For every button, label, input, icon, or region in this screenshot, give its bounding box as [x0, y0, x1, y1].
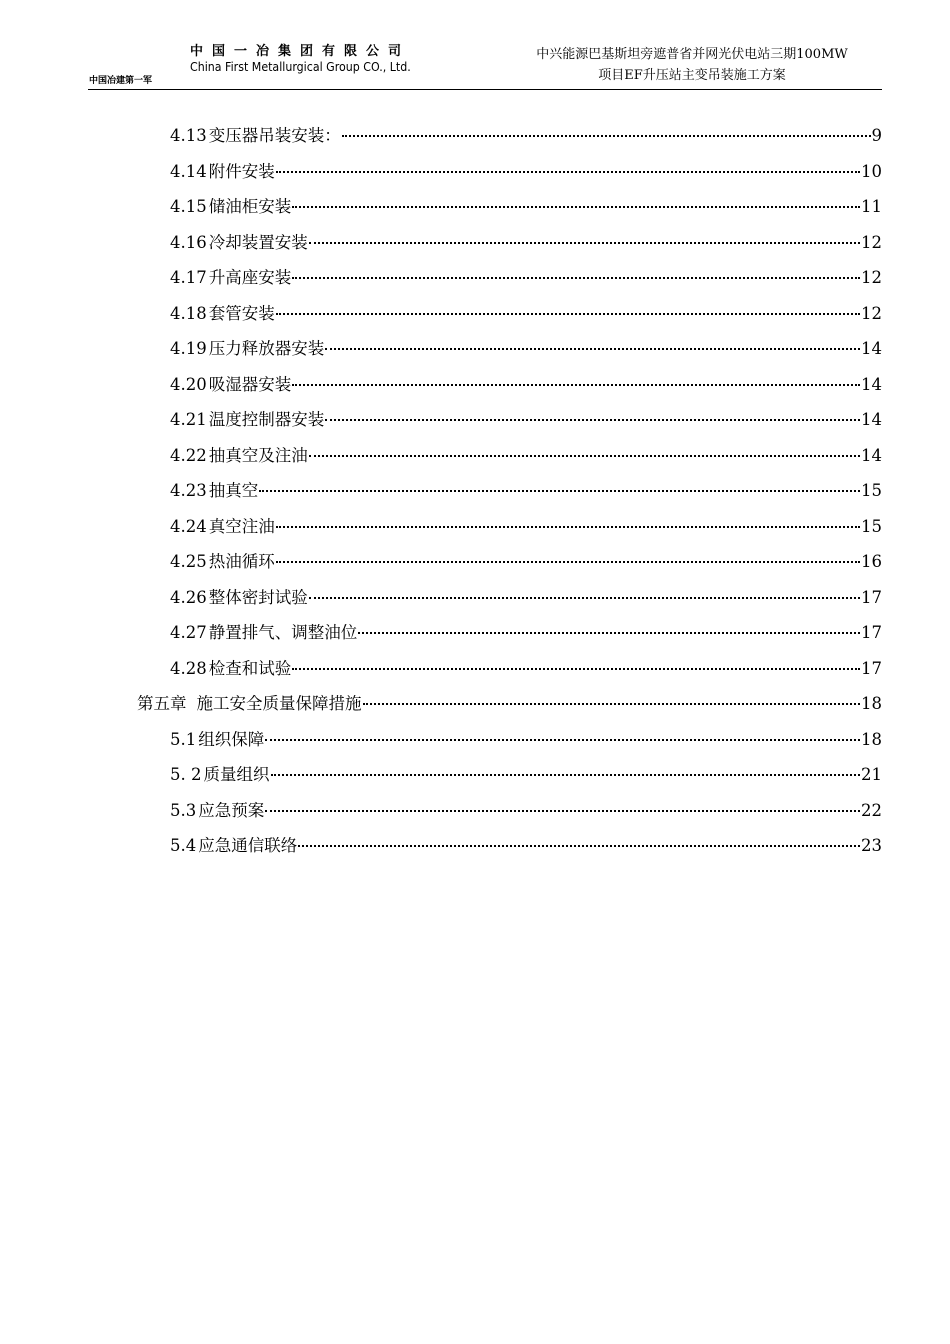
toc-section-entry[interactable] — [170, 333, 882, 365]
toc-entry-number: 4.15 — [170, 197, 207, 216]
toc-dot-leader — [265, 810, 860, 812]
toc-page-number: 17 — [861, 658, 882, 678]
toc-entry-label — [170, 511, 275, 543]
toc-entry-number: 4.17 — [170, 268, 207, 287]
toc-section-entry[interactable] — [170, 191, 882, 223]
toc-entry-label — [170, 759, 270, 791]
toc-entry-number: 4.22 — [170, 445, 207, 465]
toc-entry-title: 应急预案 — [198, 800, 265, 820]
toc-entry-label — [170, 582, 308, 614]
toc-entry-title: 附件安装 — [208, 161, 275, 181]
toc-entry-number: 5.3 — [170, 800, 197, 820]
toc-section-entry[interactable] — [170, 404, 882, 436]
toc-entry-title: 静置排气、调整油位 — [208, 623, 358, 642]
toc-section-entry[interactable] — [170, 653, 882, 685]
toc-entry-label — [170, 617, 357, 649]
toc-entry-number: 4.13 — [170, 126, 207, 145]
toc-entry-label — [170, 156, 275, 188]
toc-entry-label — [170, 369, 291, 401]
toc-entry-label — [170, 440, 308, 472]
toc-entry-label — [170, 475, 258, 507]
toc-entry-title: 升高座安装 — [208, 268, 292, 287]
toc-entry-number: 4.14 — [170, 161, 207, 181]
toc-entry-number: 4.20 — [170, 374, 207, 394]
toc-entry-title: 应急通信联络 — [198, 836, 298, 855]
toc-section-entry[interactable] — [170, 369, 882, 401]
toc-entry-title: 温度控制器安装 — [208, 410, 325, 429]
toc-dot-leader — [259, 490, 860, 492]
toc-dot-leader — [342, 135, 871, 137]
toc-page-number: 14 — [861, 410, 882, 429]
toc-dot-leader — [292, 668, 860, 670]
toc-entry-number: 4.28 — [170, 658, 207, 678]
toc-section-entry[interactable] — [170, 475, 882, 507]
toc-section-entry[interactable] — [170, 298, 882, 330]
toc-entry-title: 压力释放器安装 — [208, 339, 325, 358]
toc-entry-label — [170, 830, 297, 862]
toc-page-number: 12 — [861, 232, 882, 252]
toc-dot-leader — [309, 597, 860, 599]
toc-page-number: 21 — [861, 765, 882, 784]
toc-page-number: 14 — [861, 374, 882, 394]
toc-entry-number: 4.18 — [170, 303, 207, 323]
toc-section-entry[interactable] — [170, 156, 882, 188]
company-name-chinese: 中国一冶集团有限公司 — [190, 44, 411, 59]
project-title-line-1: 中兴能源巴基斯坦旁遮普省并网光伏电站三期100MW — [536, 47, 848, 62]
toc-section-entry[interactable] — [170, 546, 882, 578]
toc-dot-leader — [325, 348, 860, 350]
toc-section-entry[interactable] — [170, 511, 882, 543]
toc-entry-title: 整体密封试验 — [208, 587, 308, 607]
toc-entry-number: 4.24 — [170, 516, 207, 536]
toc-entry-title: 抽真空 — [208, 481, 259, 500]
toc-dot-leader — [309, 242, 860, 244]
toc-page-number: 18 — [861, 694, 882, 713]
toc-entry-label — [170, 120, 341, 152]
toc-entry-title: 吸湿器安装 — [208, 374, 292, 394]
toc-entry-label — [170, 333, 324, 365]
toc-section-entry[interactable] — [170, 120, 882, 152]
toc-entry-number: 4.26 — [170, 587, 207, 607]
toc-entry-number: 4.27 — [170, 623, 207, 642]
toc-section-entry[interactable] — [170, 795, 882, 827]
toc-entry-number: 4.21 — [170, 410, 207, 429]
toc-dot-leader — [292, 206, 860, 208]
toc-page-number: 16 — [861, 552, 882, 571]
page-header — [0, 0, 950, 92]
toc-entry-number: 5.4 — [170, 836, 197, 855]
toc-entry-label — [137, 688, 362, 720]
toc-page-number: 9 — [871, 126, 882, 145]
project-title-line-2: 项目EF升压站主变吊装施工方案 — [598, 68, 786, 83]
toc-page-number: 14 — [861, 445, 882, 465]
toc-dot-leader — [363, 703, 861, 705]
toc-entry-title: 储油柜安装 — [208, 197, 292, 216]
header-divider — [88, 89, 882, 90]
toc-entry-label — [170, 262, 291, 294]
toc-entry-label — [170, 795, 264, 827]
toc-dot-leader — [292, 277, 860, 279]
toc-section-entry[interactable] — [170, 582, 882, 614]
toc-entry-title: 冷却装置安装 — [208, 232, 308, 252]
toc-dot-leader — [276, 526, 860, 528]
toc-dot-leader — [271, 774, 861, 776]
toc-section-entry[interactable] — [170, 262, 882, 294]
toc-entry-label — [170, 298, 275, 330]
toc-page-number: 15 — [861, 516, 882, 536]
toc-chapter-entry[interactable] — [137, 688, 882, 720]
toc-dot-leader — [358, 632, 860, 634]
toc-page-number: 15 — [861, 481, 882, 500]
toc-page-number: 10 — [861, 161, 882, 181]
toc-entry-title: 真空注油 — [208, 516, 275, 536]
toc-dot-leader — [325, 419, 860, 421]
toc-entry-title: 质量组织 — [203, 765, 270, 784]
toc-entry-title: 检查和试验 — [208, 658, 292, 678]
toc-entry-number: 5.1 — [170, 729, 197, 749]
toc-entry-title: 套管安装 — [208, 303, 275, 323]
toc-entry-number: 4.23 — [170, 481, 207, 500]
toc-entry-label — [170, 191, 291, 223]
toc-entry-label — [170, 227, 308, 259]
toc-entry-label — [170, 404, 324, 436]
toc-entry-label — [170, 546, 275, 578]
toc-entry-title: 施工安全质量保障措施 — [196, 694, 362, 713]
toc-entry-number: 4.16 — [170, 232, 207, 252]
toc-dot-leader — [265, 739, 860, 741]
toc-dot-leader — [292, 384, 860, 386]
toc-page-number: 17 — [861, 623, 882, 642]
toc-entry-number: 第五章 — [137, 694, 187, 713]
company-short-name: 中国冶建第一军 — [89, 76, 153, 86]
toc-entry-label — [170, 724, 264, 756]
toc-entry-number: 4.19 — [170, 339, 207, 358]
toc-page-number: 22 — [861, 800, 882, 820]
toc-dot-leader — [276, 561, 860, 563]
toc-entry-number: 4.25 — [170, 552, 207, 571]
toc-entry-title: 组织保障 — [198, 729, 265, 749]
toc-dot-leader — [276, 171, 860, 173]
toc-page-number: 11 — [861, 197, 882, 216]
toc-entry-label — [170, 653, 291, 685]
company-name-english: China First Metallurgical Group CO., Ltd. — [190, 60, 411, 74]
toc-page-number: 14 — [861, 339, 882, 358]
toc-section-entry[interactable] — [170, 617, 882, 649]
toc-section-entry[interactable] — [170, 227, 882, 259]
toc-section-entry[interactable] — [170, 830, 882, 862]
toc-entry-title: 变压器吊装安装： — [208, 126, 341, 145]
toc-page-number: 12 — [861, 303, 882, 323]
toc-dot-leader — [309, 455, 860, 457]
toc-section-entry[interactable] — [170, 724, 882, 756]
toc-entry-number: 5. 2 — [170, 765, 202, 784]
toc-page-number: 17 — [861, 587, 882, 607]
toc-entry-title: 抽真空及注油 — [208, 445, 308, 465]
toc-page-number: 18 — [861, 729, 882, 749]
project-title — [482, 44, 902, 86]
toc-entry-title: 热油循环 — [208, 552, 275, 571]
toc-dot-leader — [298, 845, 860, 847]
toc-section-entry[interactable] — [170, 759, 882, 791]
toc-dot-leader — [276, 313, 860, 315]
toc-section-entry[interactable] — [170, 440, 882, 472]
toc-page-number: 23 — [861, 836, 882, 855]
toc-page-number: 12 — [861, 268, 882, 287]
